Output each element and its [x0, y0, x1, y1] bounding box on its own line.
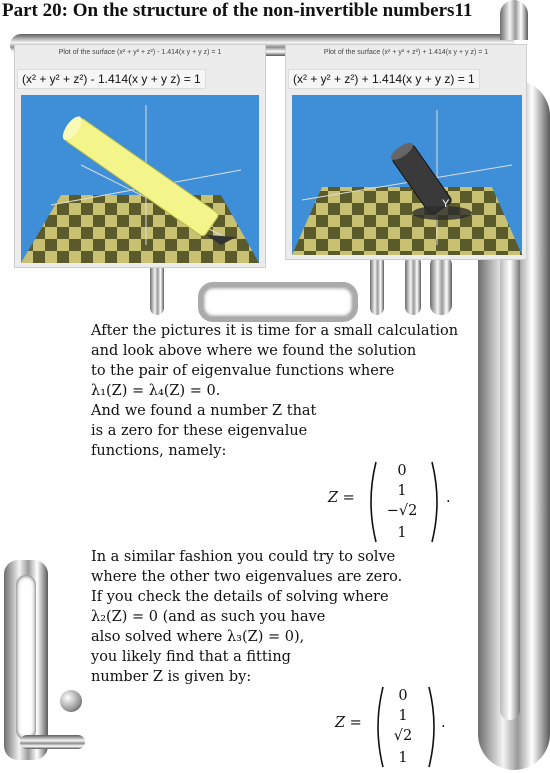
chrome-ring: [198, 282, 358, 322]
vector-entries: [372, 460, 432, 544]
figure-equation: (x² + y² + z²) + 1.414(x y + y z) = 1: [288, 69, 480, 89]
vector-lhs: Z =: [335, 715, 362, 731]
chrome-vertical-4: [430, 255, 452, 315]
vector-entry: 0: [397, 463, 407, 479]
text-line: is a zero for these eigenvalue: [91, 423, 308, 439]
axis-label-y: Y: [442, 198, 450, 210]
chrome-bottom-bar: [20, 735, 85, 749]
chrome-sphere: [60, 690, 82, 712]
text-line: And we found a number Z that: [91, 403, 317, 419]
vector-entry: −√2: [386, 503, 418, 519]
surface-plot-1: [21, 95, 259, 263]
vector-2: [335, 685, 455, 769]
vector-entry: √2: [393, 728, 413, 744]
text-line: λ₁(Z) = λ₄(Z) = 0.: [91, 383, 221, 399]
text-line: also solved where λ₃(Z) = 0),: [91, 629, 305, 645]
text-line: functions, namely:: [91, 443, 227, 459]
vector-end: .: [441, 715, 446, 731]
vector-entry: 0: [398, 688, 408, 704]
vector-entry: 1: [398, 708, 408, 724]
figure-caption: Plot of the surface (x² + y² + z²) - 1.414(x y + y z) = 1: [58, 49, 222, 56]
chrome-right-spike: [500, 0, 528, 40]
chrome-vertical-2: [370, 255, 384, 315]
chrome-left-frame-inner: [16, 575, 36, 740]
vector-lhs: Z =: [328, 490, 355, 506]
paragraph-2: [91, 547, 402, 687]
text-line: If you check the details of solving where: [91, 589, 389, 605]
figure-caption: Plot of the surface (x² + y² + z²) + 1.414(x y + y z) = 1: [323, 49, 489, 56]
paragraph-1: [91, 321, 458, 461]
text-line: you likely find that a fitting: [91, 649, 291, 665]
figure-1: [14, 44, 266, 268]
chrome-vertical-3: [405, 255, 421, 315]
text-line: After the pictures it is time for a small calculation: [91, 323, 459, 339]
vector-entries: [373, 685, 433, 769]
vector-entry: 1: [398, 750, 408, 766]
text-line: In a similar fashion you could try to solve: [91, 549, 396, 565]
surface-plot-2: [292, 95, 522, 255]
right-paren: [430, 460, 444, 544]
text-line: number Z is given by:: [91, 669, 252, 685]
vector-end: .: [446, 490, 451, 506]
vector-entry: 1: [397, 525, 407, 541]
vector-entry: 1: [397, 483, 407, 499]
figure-2: [285, 44, 527, 260]
text-line: where the other two eigenvalues are zero.: [91, 569, 403, 585]
text-line: and look above where we found the solution: [91, 343, 417, 359]
text-line: to the pair of eigenvalue functions where: [91, 363, 395, 379]
figure-equation: (x² + y² + z²) - 1.414(x y + y z) = 1: [17, 69, 206, 89]
vector-1: [328, 460, 458, 544]
page-title: Part 20: On the structure of the non-invertible numbers11: [2, 0, 473, 21]
text-line: λ₂(Z) = 0 (and as such you have: [91, 609, 326, 625]
right-paren: [427, 685, 441, 769]
